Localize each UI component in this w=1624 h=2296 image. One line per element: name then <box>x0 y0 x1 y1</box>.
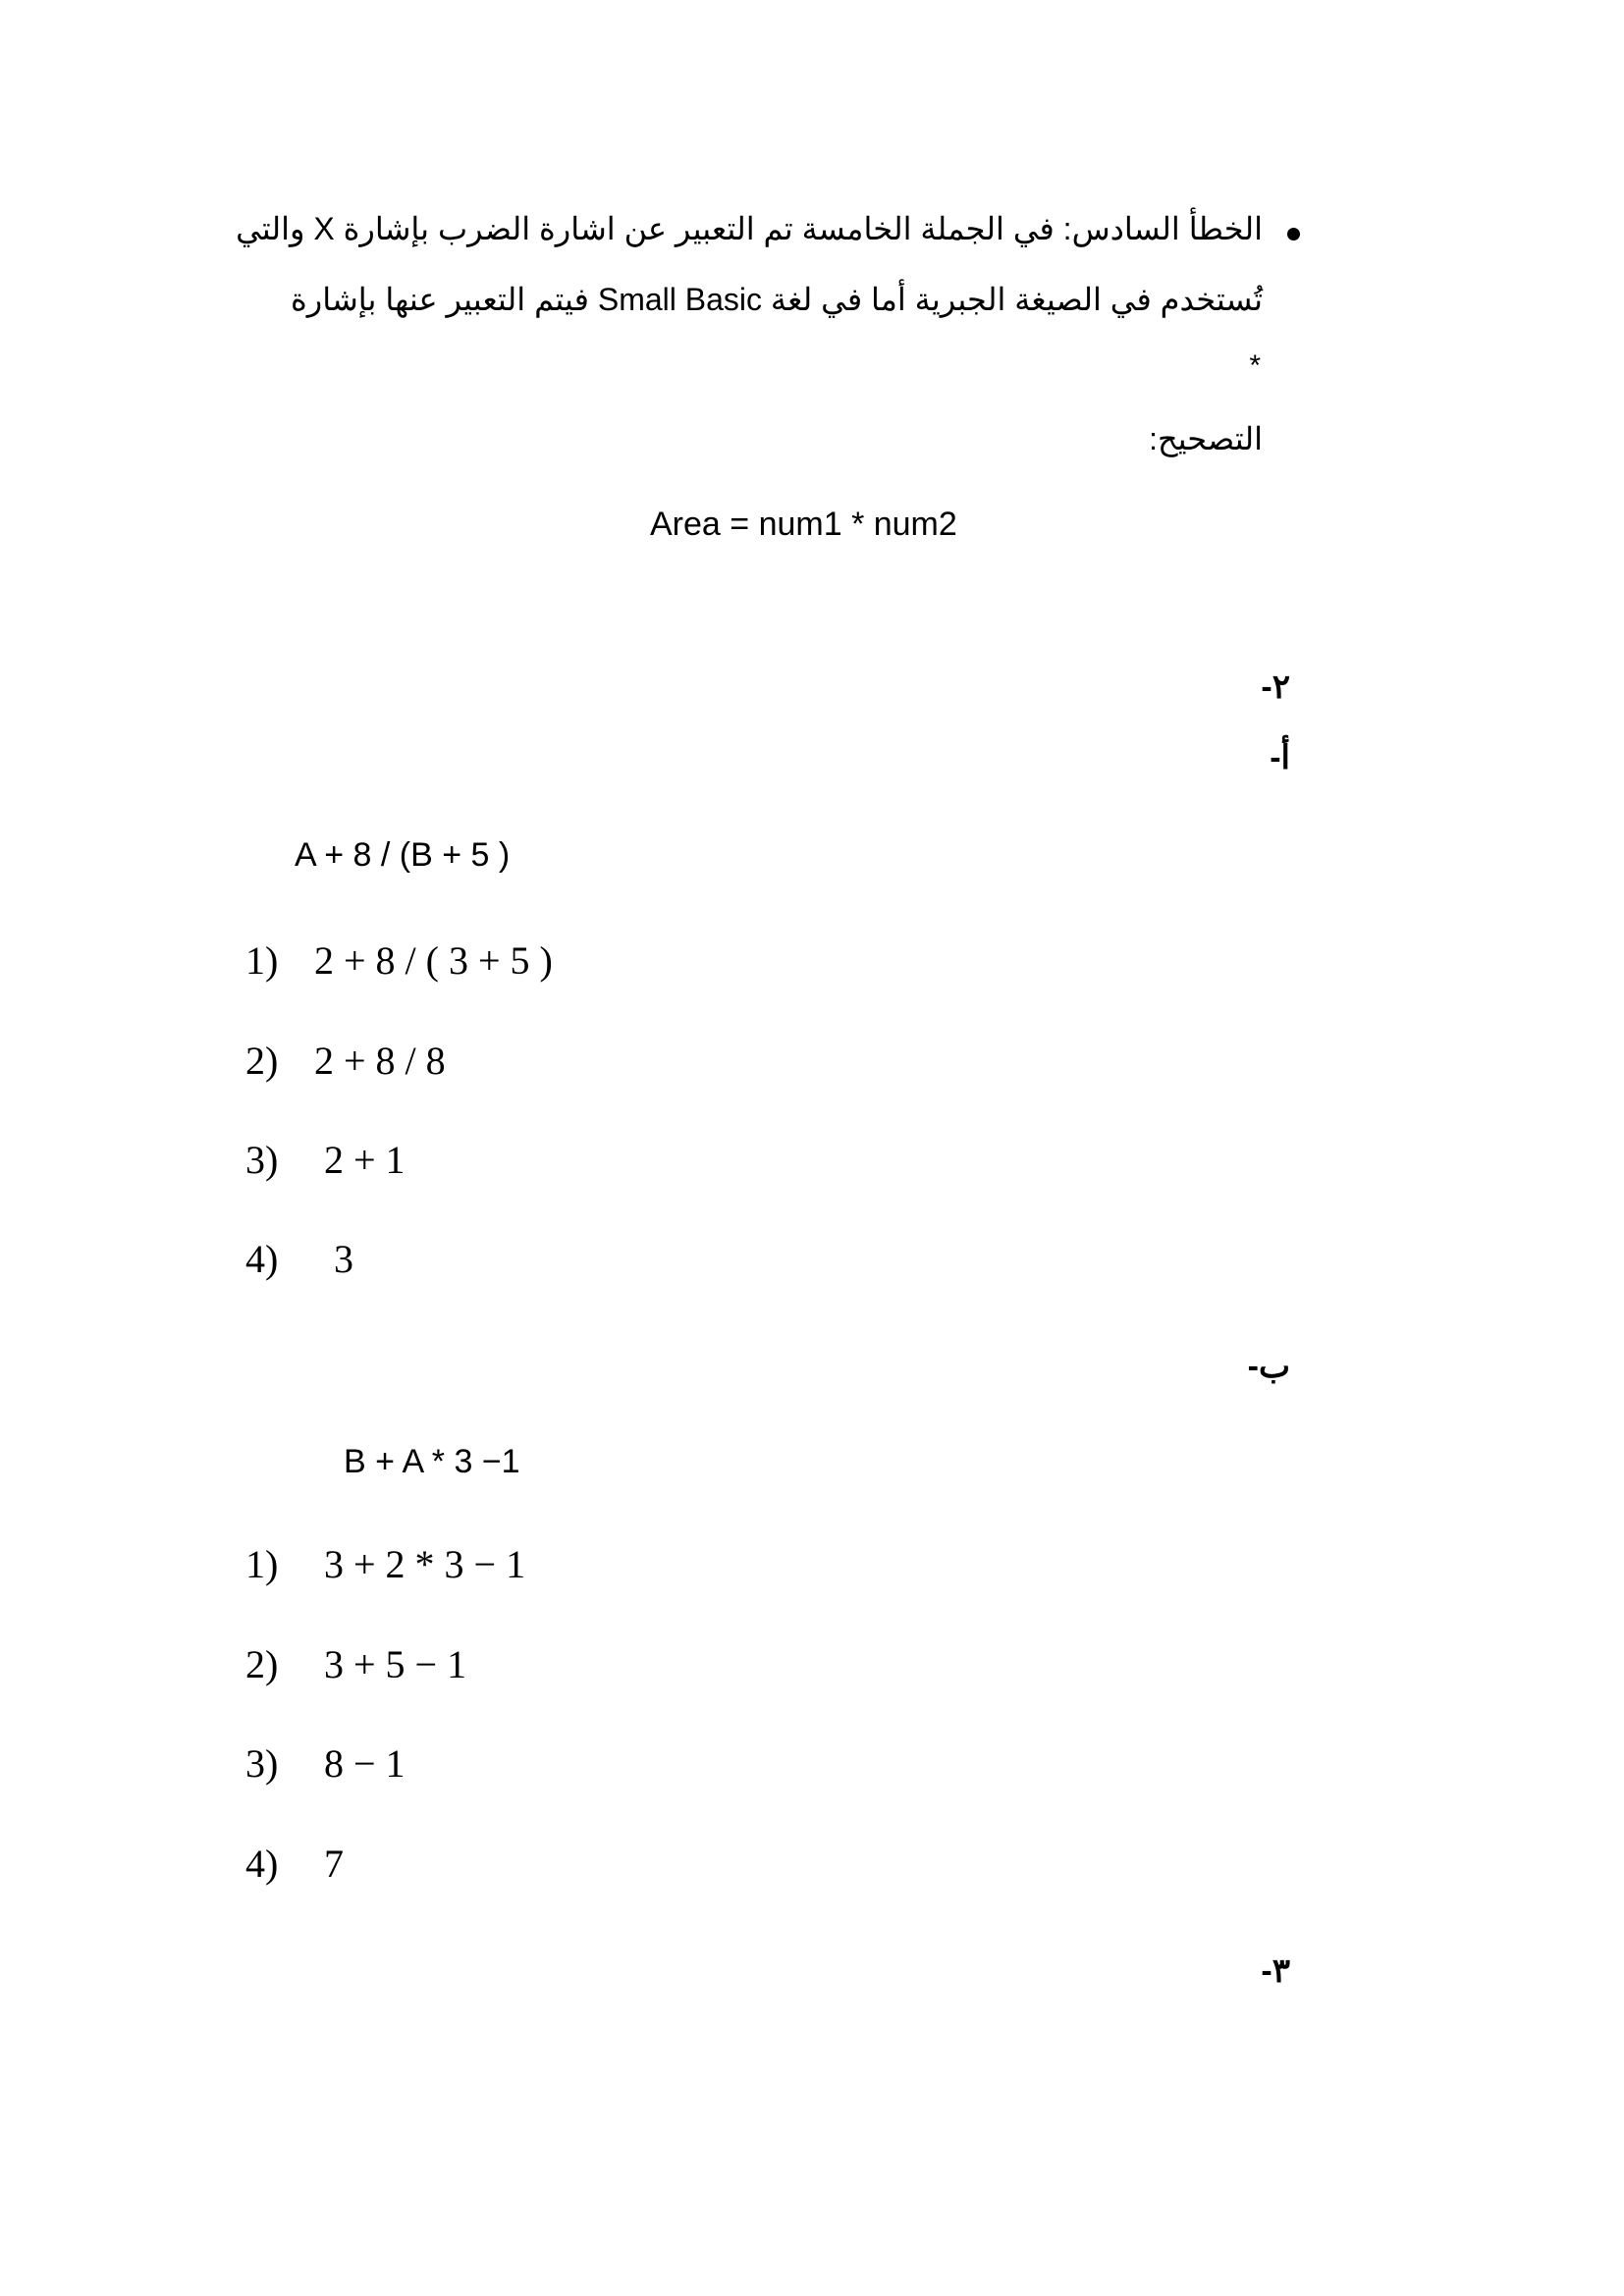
step-number: 3) <box>245 1741 279 1786</box>
step-expression: 2 + 8 / ( 3 + 5 ) <box>314 938 553 983</box>
question-2-marker: ٢- <box>1261 668 1290 706</box>
part-b-marker: ب- <box>1247 1348 1290 1385</box>
correction-code: Area = num1 * num2 <box>650 506 957 543</box>
step-number: 4) <box>245 1842 279 1886</box>
part-b-step <box>245 1841 344 1887</box>
step-number: 1) <box>245 1542 279 1586</box>
step-number: 2) <box>245 1039 279 1083</box>
step-expression: 3 + 5 − 1 <box>314 1642 467 1686</box>
part-a-step <box>245 1038 446 1084</box>
part-b-step <box>245 1740 406 1787</box>
bullet-icon <box>1287 228 1300 240</box>
step-expression: 8 − 1 <box>314 1741 406 1786</box>
step-expression: 7 <box>314 1842 344 1886</box>
part-a-step <box>245 1137 406 1183</box>
part-a-expression: A + 8 / (B + 5 ) <box>295 836 511 874</box>
error-six-line-1: الخطأ السادس: في الجملة الخامسة تم التعبير عن اشارة الضرب بإشارة X والتي <box>236 211 1263 246</box>
step-number: 4) <box>245 1237 279 1281</box>
part-b-step <box>245 1541 525 1587</box>
asterisk-symbol: * <box>1249 349 1261 382</box>
step-number: 3) <box>245 1138 279 1182</box>
part-b-expression: B + A * 3 −1 <box>344 1443 520 1480</box>
part-a-marker: أ- <box>1270 739 1290 776</box>
part-a-step <box>245 937 553 984</box>
correction-label: التصحيح: <box>1149 421 1263 456</box>
part-a-step <box>245 1236 353 1282</box>
step-expression: 2 + 8 / 8 <box>314 1039 446 1083</box>
step-expression: 3 <box>314 1237 353 1281</box>
step-expression: 2 + 1 <box>314 1138 406 1182</box>
step-expression: 3 + 2 * 3 − 1 <box>314 1542 526 1586</box>
error-six-line-2: تُستخدم في الصيغة الجبرية أما في لغة Small Basic فيتم التعبير عنها بإشارة <box>291 282 1263 317</box>
step-number: 1) <box>245 938 279 983</box>
step-number: 2) <box>245 1642 279 1686</box>
part-b-step <box>245 1641 466 1687</box>
question-3-marker: ٣- <box>1261 1952 1290 1990</box>
